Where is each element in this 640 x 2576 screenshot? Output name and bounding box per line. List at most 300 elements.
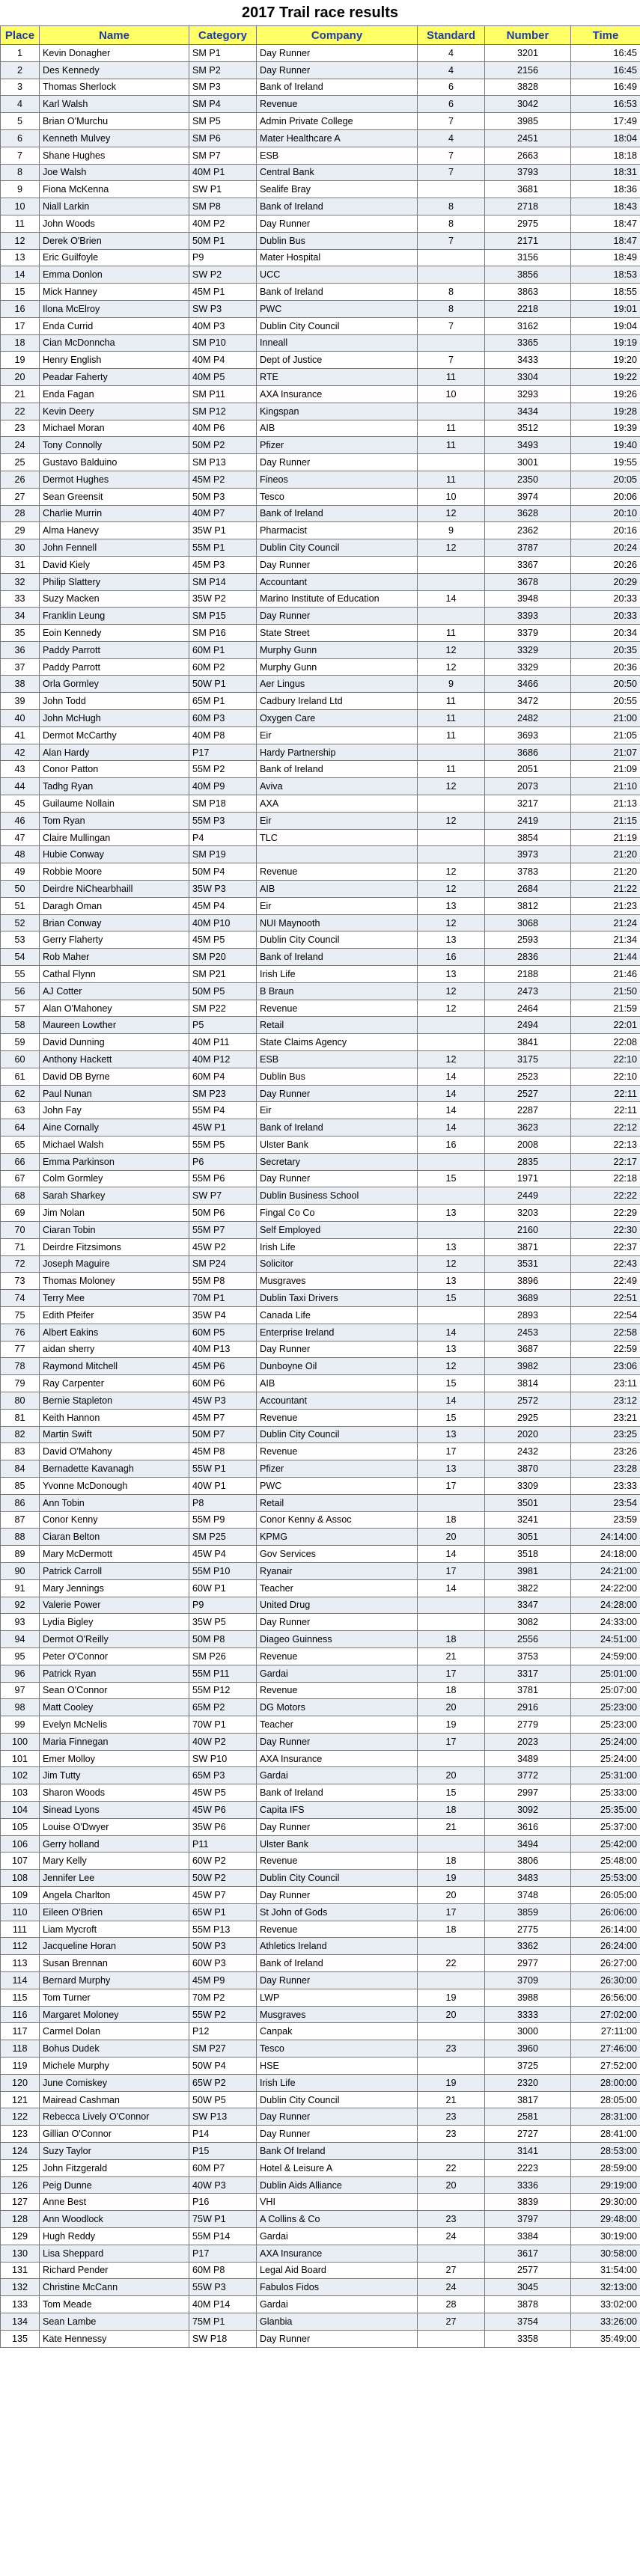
- cell-name: Henry English: [40, 352, 189, 369]
- cell-category: 45M P6: [189, 1358, 257, 1375]
- cell-number: 3974: [485, 488, 571, 505]
- cell-name: Christine McCann: [40, 2279, 189, 2296]
- cell-category: 70W P1: [189, 1716, 257, 1734]
- cell-number: 3518: [485, 1546, 571, 1563]
- cell-category: P17: [189, 2245, 257, 2262]
- cell-name: Cian McDonncha: [40, 334, 189, 352]
- cell-time: 27:02:00: [571, 2006, 640, 2023]
- cell-place: 80: [1, 1392, 40, 1409]
- cell-company: Eir: [257, 726, 418, 744]
- cell-number: 2925: [485, 1409, 571, 1426]
- table-row: [1, 795, 640, 813]
- cell-number: 2916: [485, 1699, 571, 1716]
- cell-company: Pfizer: [257, 1460, 418, 1478]
- cell-number: 3783: [485, 863, 571, 881]
- cell-name: Thomas Sherlock: [40, 79, 189, 96]
- cell-company: Irish Life: [257, 2074, 418, 2091]
- cell-name: Maureen Lowther: [40, 1017, 189, 1034]
- cell-standard: 18: [418, 1921, 485, 1938]
- cell-company: KPMG: [257, 1529, 418, 1546]
- cell-company: Canpak: [257, 2023, 418, 2040]
- cell-category: SW P1: [189, 181, 257, 198]
- cell-standard: 13: [418, 1205, 485, 1222]
- cell-place: 115: [1, 1989, 40, 2006]
- cell-place: 44: [1, 778, 40, 795]
- cell-time: 19:28: [571, 403, 640, 420]
- cell-company: Gov Services: [257, 1546, 418, 1563]
- table-row: [1, 1051, 640, 1068]
- cell-standard: [418, 1972, 485, 1989]
- cell-number: 2775: [485, 1921, 571, 1938]
- cell-company: Fingal Co Co: [257, 1205, 418, 1222]
- table-row: [1, 1818, 640, 1835]
- cell-time: 23:12: [571, 1392, 640, 1409]
- cell-standard: 18: [418, 1631, 485, 1648]
- cell-name: Peter O'Connor: [40, 1648, 189, 1665]
- cell-category: P16: [189, 2194, 257, 2211]
- cell-standard: 23: [418, 2108, 485, 2126]
- cell-category: 50W P4: [189, 2058, 257, 2075]
- cell-number: 2287: [485, 1102, 571, 1119]
- cell-standard: [418, 744, 485, 761]
- cell-number: 3365: [485, 334, 571, 352]
- cell-number: 3687: [485, 1341, 571, 1358]
- cell-category: 50M P5: [189, 982, 257, 1000]
- cell-standard: [418, 403, 485, 420]
- table-row: [1, 1443, 640, 1460]
- table-row: [1, 1170, 640, 1187]
- table-row: [1, 1597, 640, 1614]
- cell-name: Mary McDermott: [40, 1546, 189, 1563]
- cell-category: 45M P7: [189, 1409, 257, 1426]
- cell-place: 51: [1, 897, 40, 914]
- cell-time: 24:51:00: [571, 1631, 640, 1648]
- cell-standard: 20: [418, 1887, 485, 1904]
- cell-standard: [418, 1597, 485, 1614]
- cell-place: 71: [1, 1238, 40, 1255]
- table-row: [1, 1358, 640, 1375]
- cell-place: 122: [1, 2108, 40, 2126]
- cell-place: 9: [1, 181, 40, 198]
- cell-number: 3001: [485, 454, 571, 471]
- cell-place: 99: [1, 1716, 40, 1734]
- cell-place: 24: [1, 437, 40, 454]
- cell-number: 2727: [485, 2126, 571, 2143]
- cell-time: 21:22: [571, 881, 640, 898]
- cell-category: 45M P3: [189, 556, 257, 573]
- cell-name: Hugh Reddy: [40, 2228, 189, 2245]
- cell-company: United Drug: [257, 1597, 418, 1614]
- cell-time: 22:10: [571, 1068, 640, 1085]
- cell-time: 20:33: [571, 608, 640, 625]
- cell-time: 35:49:00: [571, 2330, 640, 2347]
- cell-category: SM P27: [189, 2040, 257, 2058]
- cell-place: 41: [1, 726, 40, 744]
- table-row: [1, 1017, 640, 1034]
- cell-category: SM P24: [189, 1255, 257, 1273]
- cell-place: 82: [1, 1426, 40, 1443]
- table-row: [1, 1784, 640, 1802]
- cell-category: 55M P9: [189, 1511, 257, 1529]
- cell-place: 40: [1, 710, 40, 727]
- cell-place: 110: [1, 1903, 40, 1921]
- cell-name: Ann Tobin: [40, 1494, 189, 1511]
- cell-name: Sharon Woods: [40, 1784, 189, 1802]
- cell-place: 86: [1, 1494, 40, 1511]
- cell-category: 40M P3: [189, 317, 257, 334]
- cell-standard: 20: [418, 2006, 485, 2023]
- cell-name: Jim Nolan: [40, 1205, 189, 1222]
- cell-category: 60M P6: [189, 1375, 257, 1392]
- cell-place: 104: [1, 1802, 40, 1819]
- cell-number: 3384: [485, 2228, 571, 2245]
- cell-number: 2020: [485, 1426, 571, 1443]
- table-row: [1, 385, 640, 403]
- cell-time: 21:20: [571, 846, 640, 863]
- cell-name: Bernadette Kavanagh: [40, 1460, 189, 1478]
- cell-place: 29: [1, 522, 40, 539]
- table-row: [1, 761, 640, 778]
- cell-number: 3347: [485, 1597, 571, 1614]
- cell-time: 23:28: [571, 1460, 640, 1478]
- table-header: [1, 26, 640, 45]
- table-row: [1, 1870, 640, 1887]
- cell-company: Ryanair: [257, 1562, 418, 1579]
- cell-category: 40M P5: [189, 369, 257, 386]
- table-row: [1, 1511, 640, 1529]
- cell-place: 78: [1, 1358, 40, 1375]
- cell-name: David O'Mahony: [40, 1443, 189, 1460]
- cell-time: 25:23:00: [571, 1699, 640, 1716]
- cell-time: 23:26: [571, 1443, 640, 1460]
- cell-number: 3973: [485, 846, 571, 863]
- cell-time: 26:05:00: [571, 1887, 640, 1904]
- cell-standard: 13: [418, 897, 485, 914]
- cell-time: 21:13: [571, 795, 640, 813]
- cell-number: 3512: [485, 420, 571, 437]
- cell-time: 25:24:00: [571, 1733, 640, 1750]
- cell-category: SM P6: [189, 129, 257, 147]
- cell-company: State Claims Agency: [257, 1034, 418, 1051]
- cell-standard: 8: [418, 198, 485, 215]
- cell-time: 24:22:00: [571, 1579, 640, 1597]
- cell-category: 60M P1: [189, 641, 257, 658]
- results-table: [0, 25, 640, 2348]
- cell-name: Deirdre NiChearbhaill: [40, 881, 189, 898]
- cell-standard: 16: [418, 949, 485, 966]
- cell-name: Paddy Parrott: [40, 641, 189, 658]
- cell-place: 85: [1, 1477, 40, 1494]
- cell-name: Bohus Dudek: [40, 2040, 189, 2058]
- cell-category: 50M P3: [189, 488, 257, 505]
- cell-time: 23:59: [571, 1511, 640, 1529]
- cell-name: Mary Jennings: [40, 1579, 189, 1597]
- cell-name: Ilona McElroy: [40, 300, 189, 317]
- cell-category: P8: [189, 1494, 257, 1511]
- cell-standard: [418, 1835, 485, 1853]
- cell-company: Accountant: [257, 573, 418, 590]
- cell-number: 2835: [485, 1153, 571, 1170]
- cell-name: John Fennell: [40, 539, 189, 557]
- cell-category: 70M P2: [189, 1989, 257, 2006]
- cell-time: 22:13: [571, 1136, 640, 1154]
- cell-name: Mick Hanney: [40, 284, 189, 301]
- cell-standard: 7: [418, 113, 485, 130]
- cell-name: Tom Turner: [40, 1989, 189, 2006]
- cell-name: Philip Slattery: [40, 573, 189, 590]
- table-row: [1, 931, 640, 949]
- cell-number: 3309: [485, 1477, 571, 1494]
- cell-time: 28:31:00: [571, 2108, 640, 2126]
- cell-name: Enda Fagan: [40, 385, 189, 403]
- cell-standard: [418, 1306, 485, 1324]
- cell-place: 90: [1, 1562, 40, 1579]
- cell-category: P6: [189, 1153, 257, 1170]
- cell-company: RTE: [257, 369, 418, 386]
- cell-time: 26:24:00: [571, 1938, 640, 1955]
- cell-category: 45M P9: [189, 1972, 257, 1989]
- cell-company: Hotel & Leisure A: [257, 2159, 418, 2176]
- cell-number: 2449: [485, 1187, 571, 1205]
- cell-place: 61: [1, 1068, 40, 1085]
- table-row: [1, 1221, 640, 1238]
- cell-category: 40M P12: [189, 1051, 257, 1068]
- cell-name: Rob Maher: [40, 949, 189, 966]
- cell-place: 22: [1, 403, 40, 420]
- cell-time: 18:49: [571, 249, 640, 266]
- cell-name: Deirdre Fitzsimons: [40, 1238, 189, 1255]
- cell-category: 60W P1: [189, 1579, 257, 1597]
- cell-name: Jacqueline Horan: [40, 1938, 189, 1955]
- cell-time: 24:59:00: [571, 1648, 640, 1665]
- cell-company: LWP: [257, 1989, 418, 2006]
- cell-category: 35W P2: [189, 590, 257, 608]
- cell-place: 33: [1, 590, 40, 608]
- cell-name: Brian Conway: [40, 914, 189, 931]
- table-row: [1, 300, 640, 317]
- cell-category: 55M P6: [189, 1170, 257, 1187]
- table-row: [1, 1273, 640, 1290]
- cell-standard: 17: [418, 1477, 485, 1494]
- cell-name: Robbie Moore: [40, 863, 189, 881]
- cell-place: 5: [1, 113, 40, 130]
- cell-name: Susan Brennan: [40, 1955, 189, 1972]
- cell-company: Inneall: [257, 334, 418, 352]
- cell-time: 25:24:00: [571, 1750, 640, 1767]
- cell-company: Pfizer: [257, 437, 418, 454]
- cell-standard: 12: [418, 863, 485, 881]
- table-row: [1, 454, 640, 471]
- cell-standard: 7: [418, 352, 485, 369]
- cell-time: 24:21:00: [571, 1562, 640, 1579]
- cell-category: SM P1: [189, 45, 257, 62]
- cell-standard: 14: [418, 1119, 485, 1136]
- cell-place: 81: [1, 1409, 40, 1426]
- table-row: [1, 471, 640, 488]
- cell-number: 2718: [485, 198, 571, 215]
- cell-number: 2464: [485, 1000, 571, 1017]
- cell-standard: 7: [418, 147, 485, 164]
- cell-standard: [418, 846, 485, 863]
- cell-time: 21:05: [571, 726, 640, 744]
- cell-standard: 28: [418, 2296, 485, 2313]
- cell-standard: 17: [418, 1562, 485, 1579]
- table-row: [1, 539, 640, 557]
- cell-company: Hardy Partnership: [257, 744, 418, 761]
- cell-time: 23:33: [571, 1477, 640, 1494]
- cell-name: Eoin Kennedy: [40, 625, 189, 642]
- cell-name: Karl Walsh: [40, 96, 189, 113]
- cell-standard: 23: [418, 2040, 485, 2058]
- cell-name: John McHugh: [40, 710, 189, 727]
- cell-category: P11: [189, 1835, 257, 1853]
- cell-company: NUI Maynooth: [257, 914, 418, 931]
- cell-place: 116: [1, 2006, 40, 2023]
- cell-category: 55M P8: [189, 1273, 257, 1290]
- cell-category: 65W P2: [189, 2074, 257, 2091]
- table-row: [1, 1682, 640, 1699]
- cell-category: 60M P8: [189, 2262, 257, 2279]
- cell-number: 3434: [485, 403, 571, 420]
- table-row: [1, 676, 640, 693]
- cell-time: 25:35:00: [571, 1802, 640, 1819]
- table-row: [1, 437, 640, 454]
- cell-category: SM P15: [189, 608, 257, 625]
- cell-company: Retail: [257, 1017, 418, 1034]
- table-row: [1, 2023, 640, 2040]
- table-row: [1, 317, 640, 334]
- cell-number: 3483: [485, 1870, 571, 1887]
- cell-place: 64: [1, 1119, 40, 1136]
- table-row: [1, 284, 640, 301]
- cell-category: 50W P5: [189, 2091, 257, 2108]
- cell-standard: [418, 1017, 485, 1034]
- cell-category: 40M P9: [189, 778, 257, 795]
- cell-company: Revenue: [257, 96, 418, 113]
- table-row: [1, 1341, 640, 1358]
- cell-place: 52: [1, 914, 40, 931]
- cell-name: Enda Currid: [40, 317, 189, 334]
- cell-name: Peig Dunne: [40, 2176, 189, 2194]
- table-row: [1, 1290, 640, 1307]
- cell-standard: 13: [418, 931, 485, 949]
- cell-standard: 15: [418, 1170, 485, 1187]
- cell-number: 2223: [485, 2159, 571, 2176]
- cell-name: Sinead Lyons: [40, 1802, 189, 1819]
- cell-company: Ulster Bank: [257, 1835, 418, 1853]
- cell-category: 35W P3: [189, 881, 257, 898]
- cell-category: 50M P8: [189, 1631, 257, 1648]
- cell-time: 21:50: [571, 982, 640, 1000]
- cell-time: 18:47: [571, 215, 640, 232]
- cell-number: 3859: [485, 1903, 571, 1921]
- cell-category: 55M P5: [189, 1136, 257, 1154]
- table-row: [1, 641, 640, 658]
- cell-time: 21:46: [571, 966, 640, 983]
- cell-number: 3725: [485, 2058, 571, 2075]
- cell-time: 23:21: [571, 1409, 640, 1426]
- cell-time: 18:36: [571, 181, 640, 198]
- header-time: Time: [571, 26, 640, 45]
- cell-time: 20:10: [571, 505, 640, 522]
- cell-company: Day Runner: [257, 1614, 418, 1631]
- table-row: [1, 1136, 640, 1154]
- cell-place: 107: [1, 1853, 40, 1870]
- table-row: [1, 1938, 640, 1955]
- cell-company: Day Runner: [257, 2126, 418, 2143]
- table-row: [1, 1546, 640, 1563]
- table-row: [1, 215, 640, 232]
- cell-place: 112: [1, 1938, 40, 1955]
- table-row: [1, 2143, 640, 2160]
- cell-company: UCC: [257, 266, 418, 284]
- cell-place: 135: [1, 2330, 40, 2347]
- cell-category: 35W P1: [189, 522, 257, 539]
- cell-time: 22:30: [571, 1221, 640, 1238]
- cell-number: 2577: [485, 2262, 571, 2279]
- table-row: [1, 1392, 640, 1409]
- cell-time: 20:36: [571, 658, 640, 676]
- cell-name: Valerie Power: [40, 1597, 189, 1614]
- cell-company: AIB: [257, 420, 418, 437]
- cell-place: 123: [1, 2126, 40, 2143]
- cell-number: 3203: [485, 1205, 571, 1222]
- cell-company: Aviva: [257, 778, 418, 795]
- cell-time: 22:10: [571, 1051, 640, 1068]
- cell-category: 45W P1: [189, 1119, 257, 1136]
- cell-place: 77: [1, 1341, 40, 1358]
- cell-place: 83: [1, 1443, 40, 1460]
- table-row: [1, 914, 640, 931]
- cell-time: 20:33: [571, 590, 640, 608]
- cell-place: 113: [1, 1955, 40, 1972]
- cell-number: 3616: [485, 1818, 571, 1835]
- table-row: [1, 181, 640, 198]
- cell-time: 19:19: [571, 334, 640, 352]
- cell-company: Day Runner: [257, 1170, 418, 1187]
- table-row: [1, 863, 640, 881]
- cell-time: 17:49: [571, 113, 640, 130]
- cell-place: 105: [1, 1818, 40, 1835]
- table-row: [1, 2058, 640, 2075]
- cell-category: 55M P3: [189, 812, 257, 829]
- cell-standard: 27: [418, 2313, 485, 2330]
- cell-standard: 12: [418, 658, 485, 676]
- cell-standard: 11: [418, 369, 485, 386]
- cell-name: Tony Connolly: [40, 437, 189, 454]
- cell-name: Richard Pender: [40, 2262, 189, 2279]
- cell-name: Emer Molloy: [40, 1750, 189, 1767]
- cell-category: 45W P5: [189, 1784, 257, 1802]
- cell-name: Lydia Bigley: [40, 1614, 189, 1631]
- header-company: Company: [257, 26, 418, 45]
- cell-company: AIB: [257, 1375, 418, 1392]
- cell-time: 28:53:00: [571, 2143, 640, 2160]
- cell-number: 3787: [485, 539, 571, 557]
- cell-company: AXA Insurance: [257, 1750, 418, 1767]
- cell-category: 40M P13: [189, 1341, 257, 1358]
- cell-time: 28:59:00: [571, 2159, 640, 2176]
- cell-name: Patrick Ryan: [40, 1665, 189, 1682]
- cell-company: Dublin Aids Alliance: [257, 2176, 418, 2194]
- cell-name: Alma Hanevy: [40, 522, 189, 539]
- cell-name: Kevin Donagher: [40, 45, 189, 62]
- cell-category: SM P2: [189, 61, 257, 79]
- cell-company: Bank of Ireland: [257, 284, 418, 301]
- cell-company: Gardai: [257, 1767, 418, 1784]
- cell-category: SW P13: [189, 2108, 257, 2126]
- cell-category: 40M P8: [189, 726, 257, 744]
